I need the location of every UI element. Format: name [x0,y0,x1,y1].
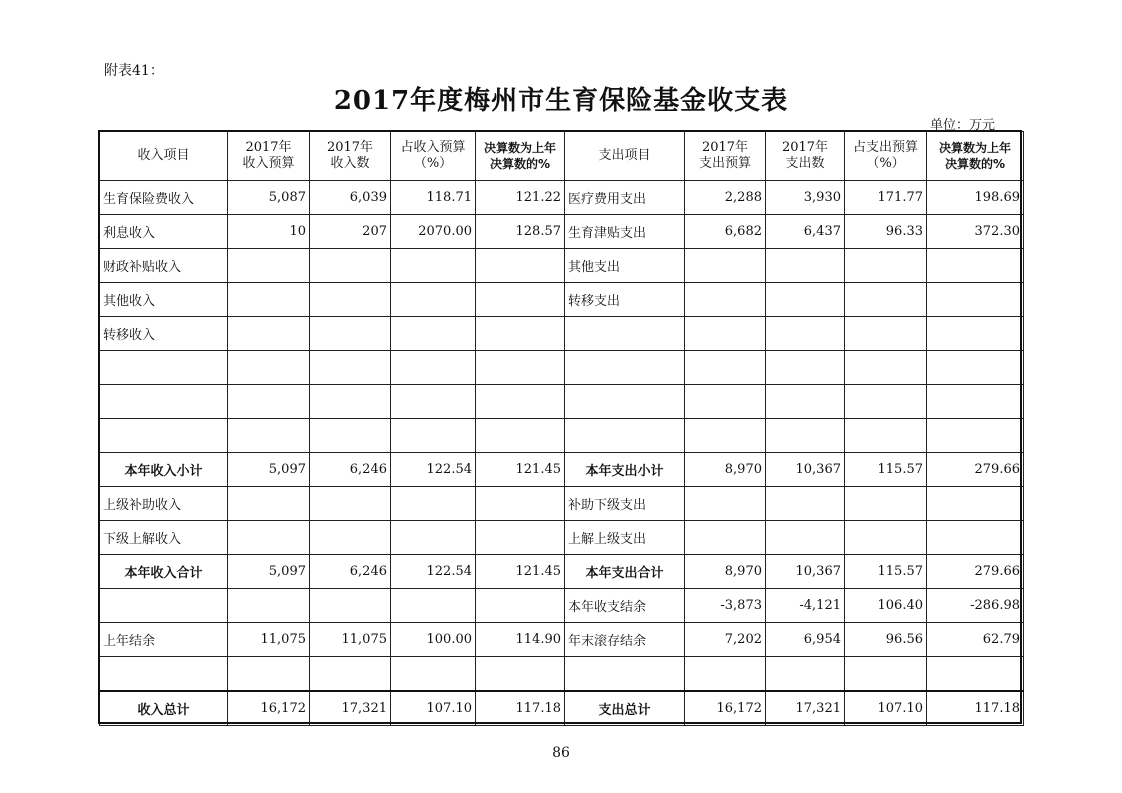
income-value-cell [476,317,565,351]
expense-value-cell: 279.66 [927,453,1024,487]
expense-value-cell: 106.40 [845,589,927,623]
expense-value-cell: 17,321 [766,691,845,726]
income-value-cell: 121.45 [476,555,565,589]
expense-value-cell [766,317,845,351]
col-expense-item: 支出项目 [565,132,685,181]
expense-item-cell [565,657,685,692]
table-row [100,419,1024,453]
expense-value-cell [685,487,766,521]
income-value-cell [310,487,391,521]
income-value-cell [310,351,391,385]
income-item-cell: 上年结余 [100,623,228,657]
col-expense-ratio: 决算数为上年 决算数的% [927,132,1024,181]
expense-value-cell [927,657,1024,692]
expense-value-cell [766,249,845,283]
income-value-cell [310,385,391,419]
expense-value-cell [766,419,845,453]
expense-value-cell [685,419,766,453]
table-row [100,589,1024,623]
expense-value-cell: 10,367 [766,555,845,589]
income-value-cell [391,487,476,521]
table-body [100,181,1024,726]
expense-item-cell: 本年支出合计 [565,555,685,589]
income-value-cell [310,249,391,283]
income-item-cell: 本年收入合计 [100,555,228,589]
income-value-cell [391,283,476,317]
expense-value-cell: 8,970 [685,555,766,589]
expense-value-cell [927,249,1024,283]
income-value-cell [310,283,391,317]
table-header-row [100,132,1024,181]
income-value-cell [391,521,476,555]
expense-value-cell: 279.66 [927,555,1024,589]
income-value-cell [228,419,310,453]
table-row [100,521,1024,555]
income-value-cell: 117.18 [476,691,565,726]
income-item-cell [100,351,228,385]
income-value-cell: 100.00 [391,623,476,657]
income-value-cell: 121.22 [476,181,565,215]
expense-value-cell: 117.18 [927,691,1024,726]
income-value-cell [228,351,310,385]
income-item-cell: 下级上解收入 [100,521,228,555]
expense-value-cell [845,521,927,555]
income-value-cell [476,487,565,521]
expense-value-cell: 7,202 [685,623,766,657]
expense-value-cell [845,351,927,385]
expense-value-cell [927,351,1024,385]
income-value-cell: 6,246 [310,453,391,487]
expense-value-cell: 115.57 [845,453,927,487]
expense-value-cell [927,385,1024,419]
income-value-cell [228,317,310,351]
income-value-cell: 122.54 [391,453,476,487]
expense-value-cell [845,317,927,351]
expense-value-cell: 171.77 [845,181,927,215]
income-value-cell: 128.57 [476,215,565,249]
expense-value-cell [685,521,766,555]
expense-item-cell [565,317,685,351]
income-value-cell [476,657,565,692]
expense-value-cell: 6,682 [685,215,766,249]
expense-value-cell: 6,954 [766,623,845,657]
expense-value-cell: 372.30 [927,215,1024,249]
income-item-cell: 转移收入 [100,317,228,351]
income-value-cell [476,589,565,623]
income-value-cell [310,317,391,351]
expense-item-cell: 医疗费用支出 [565,181,685,215]
expense-value-cell [766,521,845,555]
expense-value-cell: 6,437 [766,215,845,249]
income-value-cell: 10 [228,215,310,249]
income-value-cell: 122.54 [391,555,476,589]
income-value-cell: 6,039 [310,181,391,215]
expense-value-cell [766,657,845,692]
expense-value-cell: -286.98 [927,589,1024,623]
income-item-cell: 财政补贴收入 [100,249,228,283]
expense-value-cell [845,283,927,317]
income-value-cell [476,249,565,283]
expense-value-cell: 198.69 [927,181,1024,215]
expense-value-cell [685,249,766,283]
expense-item-cell: 其他支出 [565,249,685,283]
expense-value-cell: 115.57 [845,555,927,589]
expense-value-cell [845,385,927,419]
table-row [100,181,1024,215]
unit-label: 单位：万元 [930,118,996,133]
income-value-cell [228,385,310,419]
income-value-cell: 107.10 [391,691,476,726]
expense-value-cell [927,419,1024,453]
table-row [100,657,1024,692]
income-item-cell [100,589,228,623]
expense-value-cell: 8,970 [685,453,766,487]
income-item-cell: 上级补助收入 [100,487,228,521]
income-item-cell [100,657,228,692]
income-value-cell [310,521,391,555]
col-expense-pct: 占支出预算 （%） [845,132,927,181]
income-value-cell [391,351,476,385]
income-value-cell [476,351,565,385]
table-row [100,351,1024,385]
col-income-pct: 占收入预算 （%） [391,132,476,181]
expense-value-cell [927,317,1024,351]
income-item-cell: 其他收入 [100,283,228,317]
income-item-cell: 生育保险费收入 [100,181,228,215]
income-value-cell: 16,172 [228,691,310,726]
expense-value-cell: 16,172 [685,691,766,726]
expense-item-cell: 本年支出小计 [565,453,685,487]
income-value-cell [476,521,565,555]
income-value-cell [476,419,565,453]
expense-value-cell [685,351,766,385]
income-value-cell [310,657,391,692]
income-value-cell [391,419,476,453]
expense-value-cell [845,657,927,692]
income-value-cell [391,589,476,623]
income-value-cell [228,283,310,317]
income-value-cell [228,657,310,692]
income-value-cell: 11,075 [228,623,310,657]
income-value-cell: 17,321 [310,691,391,726]
expense-value-cell [685,283,766,317]
table-row [100,623,1024,657]
income-value-cell: 5,087 [228,181,310,215]
col-expense-budget: 2017年 支出预算 [685,132,766,181]
expense-item-cell: 生育津贴支出 [565,215,685,249]
income-value-cell [228,249,310,283]
expense-value-cell: -4,121 [766,589,845,623]
expense-value-cell: -3,873 [685,589,766,623]
fund-table [99,131,1024,726]
table-row [100,215,1024,249]
expense-value-cell [927,487,1024,521]
expense-value-cell [927,521,1024,555]
table-row [100,691,1024,726]
income-value-cell [310,419,391,453]
expense-value-cell [766,351,845,385]
income-value-cell [391,317,476,351]
expense-value-cell [766,385,845,419]
expense-value-cell [845,419,927,453]
page-title: 2017年度梅州市生育保险基金收支表 [333,86,789,116]
expense-item-cell [565,385,685,419]
expense-value-cell [685,385,766,419]
table-row [100,317,1024,351]
expense-value-cell: 107.10 [845,691,927,726]
income-value-cell: 121.45 [476,453,565,487]
expense-item-cell: 上解上级支出 [565,521,685,555]
col-income-budget: 2017年 收入预算 [228,132,310,181]
table-row [100,249,1024,283]
expense-value-cell: 62.79 [927,623,1024,657]
expense-value-cell [685,317,766,351]
income-value-cell: 2070.00 [391,215,476,249]
expense-item-cell [565,419,685,453]
income-value-cell [391,385,476,419]
expense-item-cell: 支出总计 [565,691,685,726]
income-value-cell: 5,097 [228,453,310,487]
income-item-cell [100,419,228,453]
income-value-cell: 118.71 [391,181,476,215]
expense-value-cell [845,487,927,521]
expense-value-cell: 3,930 [766,181,845,215]
income-value-cell: 207 [310,215,391,249]
annex-label: 附表41： [104,63,164,79]
income-value-cell [391,657,476,692]
table-row [100,555,1024,589]
expense-item-cell: 本年收支结余 [565,589,685,623]
expense-value-cell: 96.33 [845,215,927,249]
expense-value-cell [766,283,845,317]
col-income-item: 收入项目 [100,132,228,181]
col-expense-actual: 2017年 支出数 [766,132,845,181]
expense-item-cell: 补助下级支出 [565,487,685,521]
expense-value-cell: 96.56 [845,623,927,657]
income-value-cell [310,589,391,623]
expense-value-cell [845,249,927,283]
expense-item-cell: 转移支出 [565,283,685,317]
expense-value-cell [685,657,766,692]
expense-value-cell [766,487,845,521]
income-value-cell [476,283,565,317]
expense-value-cell: 10,367 [766,453,845,487]
table-row [100,453,1024,487]
table-row [100,385,1024,419]
expense-item-cell: 年末滚存结余 [565,623,685,657]
expense-value-cell [927,283,1024,317]
income-item-cell [100,385,228,419]
expense-value-cell: 2,288 [685,181,766,215]
income-value-cell: 5,097 [228,555,310,589]
income-value-cell [476,385,565,419]
col-income-actual: 2017年 收入数 [310,132,391,181]
income-value-cell [228,487,310,521]
income-item-cell: 收入总计 [100,691,228,726]
income-value-cell [228,589,310,623]
income-value-cell [228,521,310,555]
expense-item-cell [565,351,685,385]
table-row [100,487,1024,521]
col-income-ratio: 决算数为上年 决算数的% [476,132,565,181]
page-number: 86 [552,745,570,761]
income-value-cell: 11,075 [310,623,391,657]
income-value-cell: 6,246 [310,555,391,589]
income-item-cell: 利息收入 [100,215,228,249]
income-value-cell [391,249,476,283]
income-value-cell: 114.90 [476,623,565,657]
income-item-cell: 本年收入小计 [100,453,228,487]
table-row [100,283,1024,317]
